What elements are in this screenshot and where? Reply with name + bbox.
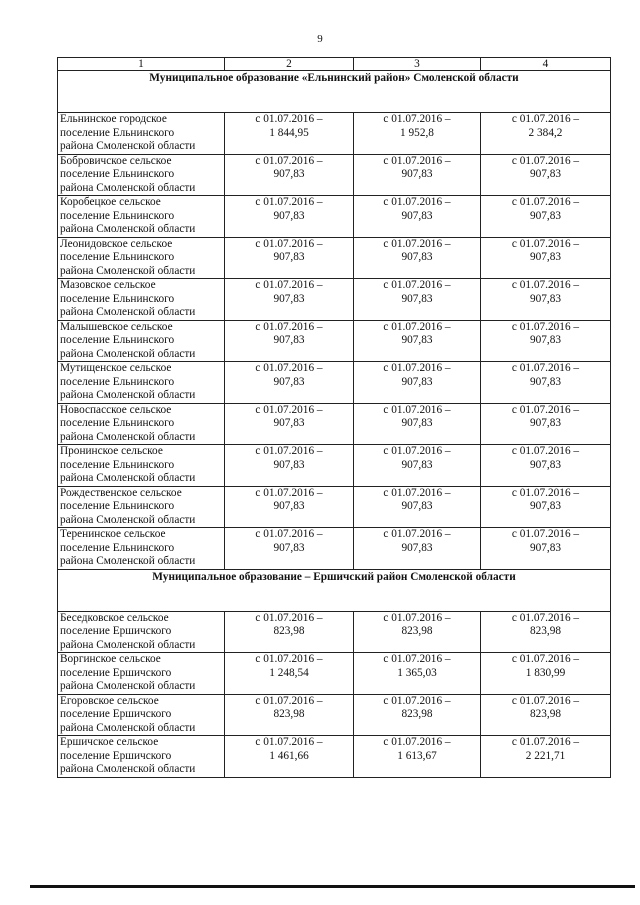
table-row: [58, 154, 611, 196]
tariff-value-line: 907,83: [273, 458, 305, 471]
settlement-name: [58, 611, 225, 653]
tariff-value: [225, 653, 354, 695]
tariff-value: [354, 154, 481, 196]
tariff-value-line: 907,83: [401, 500, 433, 512]
tariff-value: [354, 403, 481, 445]
settlement-name-line: Мазовское сельское: [60, 279, 156, 291]
settlement-name-line: поселение Ельнинского: [60, 126, 175, 139]
tariff-value-line: 1 248,54: [269, 666, 309, 679]
settlement-name-line: Егоровское сельское: [60, 694, 159, 707]
tariff-value-line: 2 384,2: [528, 126, 563, 139]
tariff-value: [481, 237, 611, 279]
tariff-value: [354, 694, 481, 736]
settlement-name-line: поселение Ельнинского: [60, 209, 175, 222]
tariff-value-line: 1 613,67: [397, 749, 437, 762]
settlement-name: [58, 736, 225, 778]
tariff-value-line: с 01.07.2016 –: [383, 694, 451, 707]
tariff-value-line: с 01.07.2016 –: [511, 653, 580, 665]
settlement-name: [58, 528, 225, 570]
tariff-value-line: 907,83: [401, 417, 433, 429]
settlement-name-line: Теренинское сельское: [60, 528, 166, 540]
tariff-value-line: 907,83: [401, 168, 433, 180]
settlement-name: [58, 320, 225, 362]
tariff-value-line: с 01.07.2016 –: [511, 611, 580, 624]
settlement-name-line: района Смоленской области: [60, 430, 196, 443]
tariff-value: [225, 113, 354, 155]
tariff-value-line: с 01.07.2016 –: [511, 445, 580, 457]
tariff-value-line: 907,83: [273, 168, 305, 180]
settlement-name-line: поселение Ельнинского: [60, 417, 175, 429]
table-row: [58, 528, 611, 570]
tariff-value-line: 907,83: [273, 541, 305, 554]
tariff-value-line: 823,98: [401, 625, 433, 637]
settlement-name-line: района Смоленской области: [60, 638, 196, 651]
settlement-name-line: поселение Ельнинского: [60, 541, 175, 554]
tariff-value: [481, 694, 611, 736]
tariff-value-line: 907,83: [273, 292, 305, 305]
tariff-value: [354, 445, 481, 487]
settlement-name-line: Новоспасское сельское: [60, 403, 172, 416]
table-row: [58, 611, 611, 653]
tariff-value-line: с 01.07.2016 –: [383, 736, 451, 748]
table-row: [58, 736, 611, 778]
tariff-value-line: с 01.07.2016 –: [511, 403, 580, 416]
tariff-value-line: с 01.07.2016 –: [511, 113, 580, 125]
table-row: [58, 445, 611, 487]
settlement-name: [58, 403, 225, 445]
tariff-value-line: с 01.07.2016 –: [255, 528, 323, 540]
settlement-name-line: района Смоленской области: [60, 306, 196, 318]
tariff-value: [225, 694, 354, 736]
tariff-value: [225, 279, 354, 321]
tariff-value: [354, 486, 481, 528]
settlement-name-line: поселение Ершичского: [60, 666, 172, 679]
table-row: [58, 362, 611, 404]
column-number: 1: [58, 58, 225, 71]
table-row: [58, 237, 611, 279]
tariff-value-line: 823,98: [273, 625, 305, 637]
column-number-row: [58, 58, 611, 71]
tariff-value-line: с 01.07.2016 –: [255, 736, 323, 748]
tariff-value: [481, 528, 611, 570]
tariff-value-line: с 01.07.2016 –: [383, 113, 451, 125]
settlement-name-line: района Смоленской области: [60, 181, 196, 194]
tariff-value-line: с 01.07.2016 –: [511, 154, 580, 167]
tariff-value: [354, 237, 481, 279]
tariff-value: [225, 320, 354, 362]
tariff-value-line: 823,98: [529, 625, 562, 637]
tariff-value-line: 1 461,66: [269, 749, 309, 762]
tariff-value-line: 907,83: [401, 375, 433, 388]
settlement-name-line: района Смоленской области: [60, 555, 196, 567]
tariff-value: [354, 362, 481, 404]
tariff-value-line: 907,83: [529, 334, 562, 346]
tariff-value-line: 823,98: [529, 708, 562, 720]
tariff-value-line: 1 952,8: [400, 126, 434, 139]
settlement-name: [58, 445, 225, 487]
tariff-value: [481, 362, 611, 404]
tariff-value-line: 907,83: [529, 500, 562, 512]
tariff-value-line: 907,83: [273, 500, 305, 512]
settlement-name-line: Малышевское сельское: [60, 320, 173, 333]
section-header-row: [58, 71, 611, 113]
settlement-name-line: района Смоленской области: [60, 721, 196, 734]
tariff-value-line: 907,83: [529, 541, 562, 554]
settlement-name-line: Пронинское сельское: [60, 445, 163, 457]
settlement-name: [58, 113, 225, 155]
tariff-value-line: с 01.07.2016 –: [383, 445, 451, 457]
tariff-value-line: с 01.07.2016 –: [383, 403, 451, 416]
tariff-value-line: с 01.07.2016 –: [255, 279, 323, 291]
settlement-name: [58, 237, 225, 279]
tariff-value-line: с 01.07.2016 –: [255, 113, 323, 125]
tariff-value-line: 907,83: [273, 251, 305, 263]
tariff-value-line: 907,83: [401, 209, 433, 222]
tariff-value: [481, 320, 611, 362]
tariff-value-line: с 01.07.2016 –: [383, 528, 451, 540]
tariff-value: [225, 486, 354, 528]
tariff-value-line: с 01.07.2016 –: [255, 154, 323, 167]
tariff-value: [354, 653, 481, 695]
tariff-value-line: с 01.07.2016 –: [383, 611, 451, 624]
tariff-value-line: с 01.07.2016 –: [511, 362, 580, 374]
tariff-value-line: 907,83: [273, 209, 305, 222]
tariff-value-line: с 01.07.2016 –: [511, 694, 580, 707]
tariff-value-line: с 01.07.2016 –: [383, 196, 451, 208]
settlement-name-line: поселение Ершичского: [60, 708, 172, 720]
tariff-value: [354, 279, 481, 321]
tariff-value: [481, 736, 611, 778]
tariff-value-line: 907,83: [401, 458, 433, 471]
settlement-name-line: поселение Ершичского: [60, 625, 172, 637]
tariff-value-line: с 01.07.2016 –: [255, 445, 323, 457]
tariff-value-line: с 01.07.2016 –: [511, 196, 580, 208]
tariff-value: [225, 154, 354, 196]
tariff-value-line: с 01.07.2016 –: [383, 154, 451, 167]
settlement-name-line: поселение Ельнинского: [60, 292, 175, 305]
tariff-value-line: с 01.07.2016 –: [255, 403, 323, 416]
tariff-value-line: с 01.07.2016 –: [511, 486, 580, 499]
settlement-name: [58, 362, 225, 404]
tariff-value-line: 2 221,71: [525, 749, 566, 762]
tariff-value: [354, 113, 481, 155]
section-header-row: [58, 569, 611, 611]
settlement-name: [58, 279, 225, 321]
tariff-value-line: с 01.07.2016 –: [383, 320, 451, 333]
tariff-value: [481, 113, 611, 155]
tariff-value-line: с 01.07.2016 –: [383, 362, 451, 374]
settlement-name-line: поселение Ельнинского: [60, 500, 175, 512]
column-number: 3: [354, 58, 481, 71]
table-row: [58, 113, 611, 155]
settlement-name-line: Мутищенское сельское: [60, 362, 172, 374]
settlement-name-line: Ершичское сельское: [60, 736, 159, 748]
tariff-value-line: 907,83: [529, 209, 562, 222]
tariff-value: [225, 362, 354, 404]
tariff-value: [481, 403, 611, 445]
table-row: [58, 486, 611, 528]
settlement-name-line: района Смоленской области: [60, 513, 196, 526]
settlement-name-line: Бобровичское сельское: [60, 154, 172, 167]
settlement-name-line: района Смоленской области: [60, 264, 196, 277]
settlement-name-line: поселение Ельнинского: [60, 458, 175, 471]
tariff-value-line: с 01.07.2016 –: [255, 694, 323, 707]
tariff-value-line: с 01.07.2016 –: [383, 279, 451, 291]
tariff-value-line: 1 830,99: [525, 666, 566, 679]
tariff-value: [225, 403, 354, 445]
tariff-value-line: 907,83: [401, 292, 433, 305]
section-title: Муниципальное образование – Ершичский район Смоленской области: [58, 569, 611, 611]
tariff-value-line: с 01.07.2016 –: [511, 279, 580, 291]
tariff-value: [354, 320, 481, 362]
table-row: [58, 653, 611, 695]
tariff-value: [481, 279, 611, 321]
tariff-value-line: с 01.07.2016 –: [511, 528, 580, 540]
tariff-value: [354, 528, 481, 570]
tariff-value-line: 907,83: [273, 417, 305, 429]
settlement-name-line: поселение Ельнинского: [60, 251, 175, 263]
settlement-name-line: района Смоленской области: [60, 763, 196, 775]
settlement-name-line: района Смоленской области: [60, 140, 196, 152]
tariff-value-line: с 01.07.2016 –: [255, 486, 323, 499]
settlement-name-line: района Смоленской области: [60, 472, 196, 484]
tariff-value: [481, 611, 611, 653]
table-row: [58, 196, 611, 238]
tariff-value: [354, 736, 481, 778]
settlement-name-line: Ельнинское городское: [60, 113, 167, 125]
tariff-value-line: с 01.07.2016 –: [511, 237, 580, 250]
tariff-value: [481, 445, 611, 487]
settlement-name-line: Леонидовское сельское: [60, 237, 173, 250]
settlement-name: [58, 196, 225, 238]
tariff-table: [57, 57, 611, 778]
tariff-value-line: 907,83: [529, 375, 562, 388]
table-row: [58, 320, 611, 362]
tariff-value: [481, 154, 611, 196]
settlement-name-line: поселение Ельнинского: [60, 375, 175, 388]
settlement-name-line: поселение Ершичского: [60, 749, 172, 762]
settlement-name: [58, 653, 225, 695]
tariff-value-line: 907,83: [529, 458, 562, 471]
tariff-value-line: 907,83: [273, 375, 305, 388]
tariff-value: [225, 611, 354, 653]
tariff-value-line: с 01.07.2016 –: [255, 237, 323, 250]
tariff-value-line: 907,83: [529, 251, 562, 263]
bottom-rule: [30, 885, 635, 888]
tariff-value: [225, 445, 354, 487]
tariff-value-line: с 01.07.2016 –: [255, 611, 323, 624]
tariff-value-line: с 01.07.2016 –: [255, 320, 323, 333]
tariff-value: [225, 736, 354, 778]
tariff-value-line: 907,83: [529, 168, 562, 180]
tariff-value-line: 907,83: [529, 292, 562, 305]
tariff-value-line: 907,83: [401, 251, 433, 263]
table-row: [58, 694, 611, 736]
tariff-value-line: 907,83: [401, 334, 433, 346]
column-number: 4: [481, 58, 611, 71]
tariff-value: [225, 237, 354, 279]
tariff-value-line: 823,98: [401, 708, 433, 720]
settlement-name-line: поселение Ельнинского: [60, 334, 175, 346]
tariff-value: [354, 611, 481, 653]
settlement-name-line: района Смоленской области: [60, 389, 196, 401]
tariff-value-line: с 01.07.2016 –: [383, 237, 451, 250]
settlement-name-line: района Смоленской области: [60, 347, 196, 360]
tariff-value-line: с 01.07.2016 –: [255, 653, 323, 665]
tariff-value-line: 1 844,95: [269, 126, 309, 139]
table-row: [58, 279, 611, 321]
settlement-name: [58, 486, 225, 528]
section-title: Муниципальное образование «Ельнинский район» Смоленской области: [58, 71, 611, 113]
settlement-name: [58, 154, 225, 196]
settlement-name-line: Коробецкое сельское: [60, 196, 161, 208]
tariff-value-line: 907,83: [273, 334, 305, 346]
tariff-value: [481, 653, 611, 695]
tariff-value: [354, 196, 481, 238]
settlement-name-line: Воргинское сельское: [60, 653, 161, 665]
tariff-value: [225, 528, 354, 570]
settlement-name-line: Беседковское сельское: [60, 611, 169, 624]
tariff-value-line: 1 365,03: [397, 666, 437, 679]
tariff-value-line: с 01.07.2016 –: [511, 320, 580, 333]
settlement-name-line: поселение Ельнинского: [60, 168, 175, 180]
tariff-value: [225, 196, 354, 238]
tariff-value-line: с 01.07.2016 –: [255, 362, 323, 374]
settlement-name-line: района Смоленской области: [60, 680, 196, 692]
tariff-value-line: с 01.07.2016 –: [383, 486, 451, 499]
settlement-name: [58, 694, 225, 736]
page-number: 9: [317, 33, 323, 45]
tariff-value-line: 823,98: [273, 708, 305, 720]
table-row: [58, 403, 611, 445]
settlement-name-line: района Смоленской области: [60, 223, 196, 235]
column-number: 2: [225, 58, 354, 71]
tariff-value-line: с 01.07.2016 –: [255, 196, 323, 208]
settlement-name-line: Рождественское сельское: [60, 486, 182, 499]
tariff-value-line: 907,83: [401, 541, 433, 554]
tariff-value: [481, 486, 611, 528]
tariff-value-line: 907,83: [529, 417, 562, 429]
tariff-value: [481, 196, 611, 238]
tariff-value-line: с 01.07.2016 –: [383, 653, 451, 665]
tariff-value-line: с 01.07.2016 –: [511, 736, 580, 748]
